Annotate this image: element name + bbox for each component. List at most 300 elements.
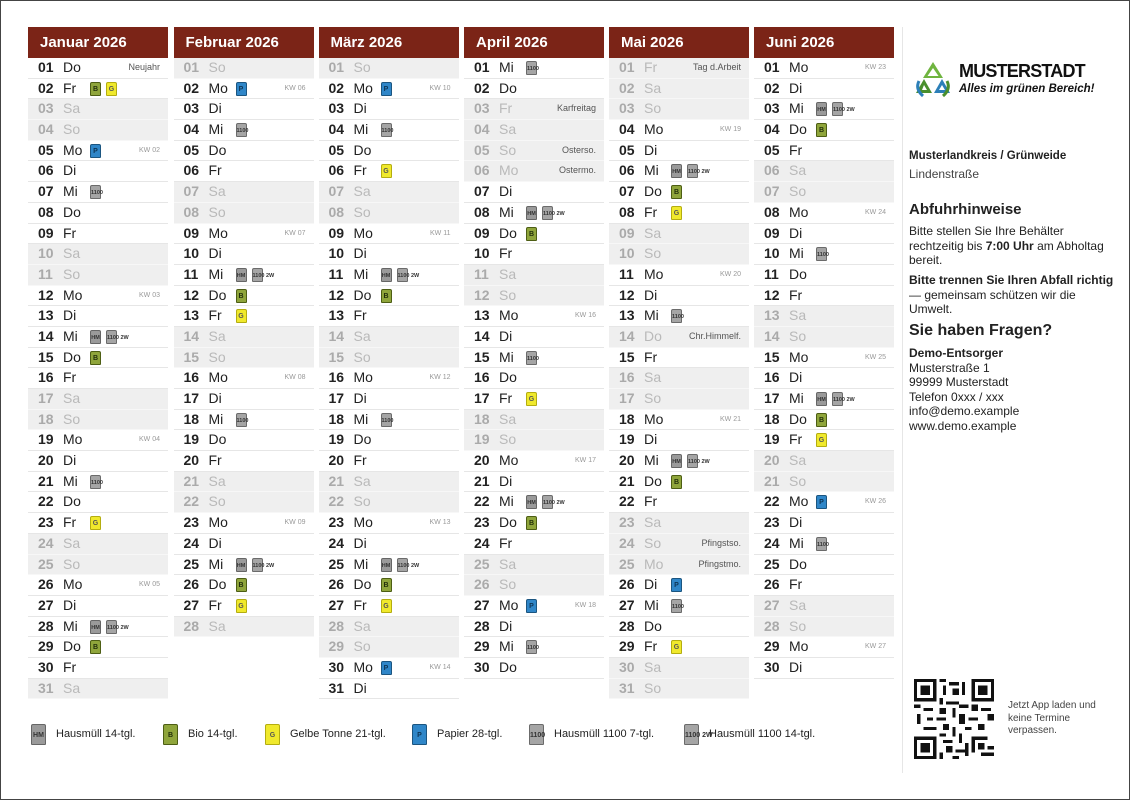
legend-item	[163, 722, 238, 746]
qr-code[interactable]	[914, 679, 994, 759]
web-link[interactable]: www.demo.example	[909, 418, 1017, 433]
day-number: 11	[619, 265, 634, 282]
collection-icons	[236, 82, 252, 96]
legend-label: Papier 28-tgl.	[437, 728, 503, 740]
day-number: 16	[38, 369, 54, 386]
weekday: Fr	[789, 141, 803, 158]
p-bin-icon: P	[526, 599, 537, 613]
collection-icons	[236, 268, 275, 282]
collection-icons	[90, 640, 106, 654]
legend-item	[265, 722, 386, 746]
h12-bin-icon: 1100 2W	[106, 620, 117, 634]
weekday: Fr	[63, 658, 77, 675]
weekday: Sa	[353, 617, 371, 634]
day-row	[174, 617, 314, 638]
weekday: So	[208, 493, 226, 510]
weekday: Mo	[353, 79, 373, 96]
day-number: 14	[38, 327, 54, 344]
weekday: Do	[208, 141, 227, 158]
region: Musterlandkreis / Grünweide	[909, 150, 1067, 162]
weekday: Mo	[353, 514, 373, 531]
day-number: 15	[619, 348, 635, 365]
g-bin-icon: G	[671, 206, 682, 220]
day-row	[319, 244, 459, 265]
weekday: Mi	[63, 327, 78, 344]
recycle-icon	[913, 59, 953, 99]
collection-icons	[236, 123, 252, 137]
day-row	[174, 596, 314, 617]
day-row	[754, 430, 894, 451]
weekday: Mi	[63, 183, 78, 200]
day-number: 05	[183, 141, 200, 158]
day-row	[174, 286, 314, 307]
address-line: 99999 Musterstadt	[909, 375, 1009, 389]
h12-bin-icon: 1100 2W	[687, 454, 698, 468]
collection-icons	[671, 454, 710, 468]
day-number: 23	[764, 514, 780, 531]
day-row	[28, 617, 168, 638]
day-number: 29	[764, 638, 780, 655]
collection-icons	[671, 640, 687, 654]
weekday: Do	[789, 410, 807, 427]
collection-icons	[671, 475, 687, 489]
day-number: 06	[474, 162, 490, 179]
day-row	[174, 575, 314, 596]
day-number: 02	[38, 79, 54, 96]
p-bin-icon: P	[671, 578, 682, 592]
day-number: 26	[619, 576, 635, 593]
day-row	[174, 99, 314, 120]
month-column	[754, 27, 894, 679]
weekday: Di	[789, 514, 803, 531]
day-row	[319, 534, 459, 555]
weekday: Fr	[208, 307, 222, 324]
day-row	[28, 513, 168, 534]
weekday: Sa	[208, 472, 226, 489]
day-number: 26	[474, 576, 490, 593]
month-column	[609, 27, 749, 699]
weekday: Mo	[499, 162, 519, 179]
day-row	[28, 265, 168, 286]
day-number: 20	[38, 452, 54, 469]
day-number: 11	[38, 265, 53, 282]
day-number: 09	[38, 224, 54, 241]
day-row	[754, 58, 894, 79]
collection-icons	[526, 516, 542, 530]
day-number: 02	[764, 79, 780, 96]
day-number: 18	[619, 410, 635, 427]
weekday: Fr	[789, 286, 803, 303]
weekday: Fr	[353, 162, 367, 179]
day-number: 17	[764, 390, 780, 406]
day-row	[174, 534, 314, 555]
day-row	[174, 265, 314, 286]
day-row	[319, 141, 459, 162]
weekday: Do	[499, 658, 517, 675]
collection-icons	[816, 392, 855, 406]
day-row	[319, 472, 459, 493]
weekday: Mo	[499, 596, 519, 613]
collection-icons	[90, 144, 106, 158]
weekday: So	[208, 59, 226, 75]
day-row	[754, 327, 894, 348]
day-row	[28, 244, 168, 265]
day-row	[28, 430, 168, 451]
legend-label: Gelbe Tonne 21-tgl.	[290, 728, 386, 740]
day-row	[28, 637, 168, 658]
weekday: Do	[499, 79, 517, 96]
legend-item	[412, 722, 502, 746]
day-row	[174, 120, 314, 141]
day-number: 02	[474, 79, 490, 96]
g-bin-icon: G	[236, 599, 247, 613]
weekday: Sa	[789, 596, 807, 613]
g-bin-icon: G	[816, 433, 827, 447]
day-number: 07	[38, 183, 54, 200]
day-number: 17	[474, 390, 490, 406]
day-row	[174, 141, 314, 162]
day-row	[28, 224, 168, 245]
day-row	[609, 596, 749, 617]
hm-bin-icon: HM	[236, 558, 247, 572]
weekday: Mi	[63, 617, 78, 634]
b-bin-icon: B	[236, 289, 247, 303]
day-row	[754, 617, 894, 638]
weekday: Di	[63, 596, 77, 613]
weekday: Di	[208, 390, 222, 406]
collection-icons	[526, 599, 542, 613]
phone[interactable]: Telefon 0xxx / xxx	[909, 389, 1004, 404]
weekday: Mi	[644, 307, 659, 324]
day-row	[609, 348, 749, 369]
weekday: Di	[644, 286, 658, 303]
day-number: 10	[183, 245, 200, 262]
p-bin-icon: P	[816, 495, 827, 509]
day-row	[609, 224, 749, 245]
weekday: Mi	[789, 100, 804, 117]
day-row	[464, 306, 604, 327]
day-number: 14	[328, 327, 345, 344]
month-title: Februar 2026	[174, 27, 314, 58]
weekday: So	[644, 245, 662, 262]
day-number: 02	[183, 79, 200, 96]
day-number: 05	[474, 141, 490, 158]
day-number: 09	[328, 224, 345, 241]
weekday: Sa	[499, 265, 517, 282]
weekday: Sa	[63, 100, 81, 117]
day-number: 01	[619, 59, 635, 75]
day-number: 14	[764, 327, 780, 344]
day-row	[28, 575, 168, 596]
contact-block	[909, 346, 1019, 433]
weekday: Mi	[208, 265, 224, 282]
weekday: Sa	[208, 617, 226, 634]
weekday: So	[353, 203, 371, 220]
weekday: Mi	[789, 390, 804, 406]
day-number: 11	[474, 265, 489, 282]
day-number: 01	[474, 59, 490, 75]
hm-bin-icon: HM	[381, 268, 392, 282]
collection-icons	[671, 599, 687, 613]
weekday: Mo	[208, 224, 228, 241]
day-row	[609, 99, 749, 120]
weekday: Mi	[353, 265, 369, 282]
day-number: 06	[619, 162, 635, 179]
weekday: Do	[789, 265, 807, 282]
collection-icons	[671, 206, 687, 220]
day-number: 23	[328, 514, 345, 531]
separate-bold: Bitte trennen Sie Ihren Abfall richtig	[909, 273, 1114, 287]
day-row	[609, 513, 749, 534]
weekday: Do	[644, 617, 662, 634]
weekday: Fr	[644, 638, 658, 655]
collection-icons	[816, 123, 832, 137]
weekday: Sa	[789, 307, 807, 324]
day-number: 25	[619, 555, 635, 572]
day-row	[754, 244, 894, 265]
weekday: Mi	[353, 555, 369, 572]
street: Lindenstraße	[909, 167, 980, 181]
day-number: 09	[183, 224, 200, 241]
day-number: 24	[619, 534, 635, 551]
day-row	[28, 58, 168, 79]
abfuhr-text	[909, 224, 1114, 268]
day-row	[464, 286, 604, 307]
weekday: Di	[353, 245, 367, 262]
day-row	[464, 513, 604, 534]
weekday: Fr	[353, 452, 367, 469]
day-number: 10	[764, 245, 780, 262]
weekday: Do	[353, 141, 372, 158]
day-number: 10	[38, 245, 54, 262]
week-number: KW 19	[719, 126, 741, 134]
separate-text	[909, 273, 1114, 317]
collection-icons	[381, 558, 420, 572]
collection-icons	[381, 289, 397, 303]
day-row	[28, 286, 168, 307]
legend-item	[529, 722, 654, 746]
weekday: Mo	[208, 79, 228, 96]
day-row	[464, 617, 604, 638]
h11-bin-icon: 1100	[816, 537, 827, 551]
day-number: 22	[328, 493, 345, 510]
legend-label: Hausmüll 1100 14-tgl.	[709, 728, 816, 740]
collection-icons	[236, 289, 252, 303]
day-row	[319, 327, 459, 348]
weekday: Fr	[644, 348, 658, 365]
weekday: So	[789, 183, 807, 200]
day-row	[754, 513, 894, 534]
weekday: Fr	[63, 369, 77, 386]
weekday: Mo	[353, 224, 373, 241]
hm-bin-icon: HM	[381, 558, 392, 572]
day-number: 19	[619, 431, 635, 448]
day-row	[319, 451, 459, 472]
week-number: KW 20	[719, 270, 741, 278]
day-row	[28, 451, 168, 472]
day-row	[754, 410, 894, 431]
day-number: 10	[474, 245, 490, 262]
day-number: 14	[619, 327, 635, 344]
day-row	[319, 203, 459, 224]
week-number: KW 14	[429, 663, 451, 671]
weekday: Do	[499, 514, 517, 531]
day-number: 08	[38, 203, 54, 220]
weekday: Di	[353, 100, 367, 117]
week-number: KW 08	[284, 374, 306, 382]
day-row	[609, 161, 749, 182]
day-row	[174, 182, 314, 203]
day-row	[464, 410, 604, 431]
day-number: 27	[474, 596, 490, 613]
hm-bin-icon: HM	[90, 330, 101, 344]
weekday: Fr	[644, 59, 658, 75]
collection-icons	[90, 620, 129, 634]
weekday: Di	[644, 141, 658, 158]
day-number: 11	[764, 265, 779, 282]
day-number: 04	[474, 121, 490, 138]
day-row	[464, 58, 604, 79]
weekday: Do	[208, 286, 227, 303]
weekday: Di	[499, 617, 513, 634]
day-number: 12	[38, 286, 54, 303]
h12-bin-icon: 1100 2W	[106, 330, 117, 344]
day-row	[609, 368, 749, 389]
h11-bin-icon: 1100	[816, 247, 827, 261]
day-row	[319, 161, 459, 182]
day-number: 20	[183, 452, 200, 469]
day-number: 23	[474, 514, 490, 531]
collection-icons	[816, 247, 832, 261]
weekday: Do	[63, 348, 81, 365]
collection-icons	[236, 578, 252, 592]
day-number: 28	[619, 617, 635, 634]
day-row	[754, 120, 894, 141]
day-row	[609, 410, 749, 431]
day-number: 23	[619, 514, 635, 531]
holiday-label: Pfingstmo.	[698, 558, 741, 569]
weekday: So	[63, 555, 81, 572]
day-number: 03	[328, 100, 345, 117]
weekday: Mo	[499, 307, 519, 324]
weekday: Mi	[353, 410, 369, 427]
weekday: Di	[353, 390, 367, 406]
weekday: Mo	[644, 410, 664, 427]
day-number: 29	[38, 638, 54, 655]
day-row	[174, 58, 314, 79]
weekday: So	[63, 121, 81, 138]
day-row	[319, 513, 459, 534]
month-title: Mai 2026	[609, 27, 749, 58]
day-number: 03	[764, 100, 780, 117]
day-number: 23	[38, 514, 54, 531]
day-number: 08	[764, 203, 780, 220]
abfuhr-text-part: am Abholtag bereit.	[909, 238, 1104, 267]
day-row	[754, 368, 894, 389]
b-bin-icon: B	[816, 413, 827, 427]
weekday: Fr	[644, 493, 658, 510]
weekday: Mi	[789, 534, 804, 551]
weekday: Di	[789, 658, 803, 675]
day-number: 16	[474, 369, 490, 386]
weekday: Mi	[208, 555, 224, 572]
h12-bin-icon: 1100 2W	[397, 558, 408, 572]
weekday: Mo	[63, 286, 83, 303]
h11-bin-icon: 1100	[526, 351, 537, 365]
day-number: 06	[183, 162, 200, 179]
h12-bin-icon: 1100 2W	[684, 724, 699, 745]
day-number: 01	[183, 59, 200, 75]
day-number: 26	[183, 576, 200, 593]
weekday: So	[353, 638, 371, 655]
day-row	[174, 555, 314, 576]
day-row	[609, 141, 749, 162]
weekday: Mi	[644, 452, 659, 469]
h12-bin-icon: 1100 2W	[832, 392, 843, 406]
weekday: Do	[208, 431, 227, 448]
collection-icons	[90, 475, 106, 489]
day-row	[609, 472, 749, 493]
weekday: Di	[499, 472, 513, 489]
day-number: 21	[764, 472, 780, 489]
day-number: 03	[183, 100, 200, 117]
day-number: 24	[183, 534, 200, 551]
day-row	[319, 368, 459, 389]
weekday: Fr	[63, 514, 77, 531]
weekday: So	[499, 431, 517, 448]
g-bin-icon: G	[90, 516, 101, 530]
day-number: 30	[474, 658, 490, 675]
day-row	[609, 658, 749, 679]
day-row	[319, 120, 459, 141]
h12-bin-icon: 1100 2W	[832, 102, 843, 116]
day-row	[28, 182, 168, 203]
day-number: 01	[38, 59, 54, 75]
weekday: Fr	[499, 534, 513, 551]
day-row	[174, 79, 314, 100]
weekday: Mo	[789, 638, 809, 655]
day-number: 03	[474, 100, 490, 117]
weekday: Do	[63, 203, 81, 220]
day-row	[28, 679, 168, 700]
day-row	[174, 368, 314, 389]
day-number: 18	[38, 410, 54, 427]
day-number: 19	[183, 431, 200, 448]
day-number: 12	[183, 286, 200, 303]
day-number: 25	[474, 555, 490, 572]
collection-icons	[381, 661, 397, 675]
day-row	[754, 182, 894, 203]
p-bin-icon: P	[381, 661, 392, 675]
day-number: 04	[328, 121, 345, 138]
email-link[interactable]: info@demo.example	[909, 404, 1020, 418]
weekday: So	[353, 348, 371, 365]
month-column	[464, 27, 604, 679]
weekday: Fr	[499, 390, 513, 406]
h12-bin-icon: 1100 2W	[542, 495, 553, 509]
day-number: 24	[474, 534, 490, 551]
collection-icons	[90, 82, 122, 96]
day-number: 31	[328, 679, 345, 696]
weekday: Do	[353, 431, 372, 448]
weekday: So	[644, 534, 662, 551]
holiday-label: Tag d.Arbeit	[692, 62, 741, 72]
b-bin-icon: B	[671, 475, 682, 489]
b-bin-icon: B	[671, 185, 682, 199]
day-number: 28	[183, 617, 200, 634]
day-number: 05	[619, 141, 635, 158]
day-number: 08	[183, 203, 200, 220]
